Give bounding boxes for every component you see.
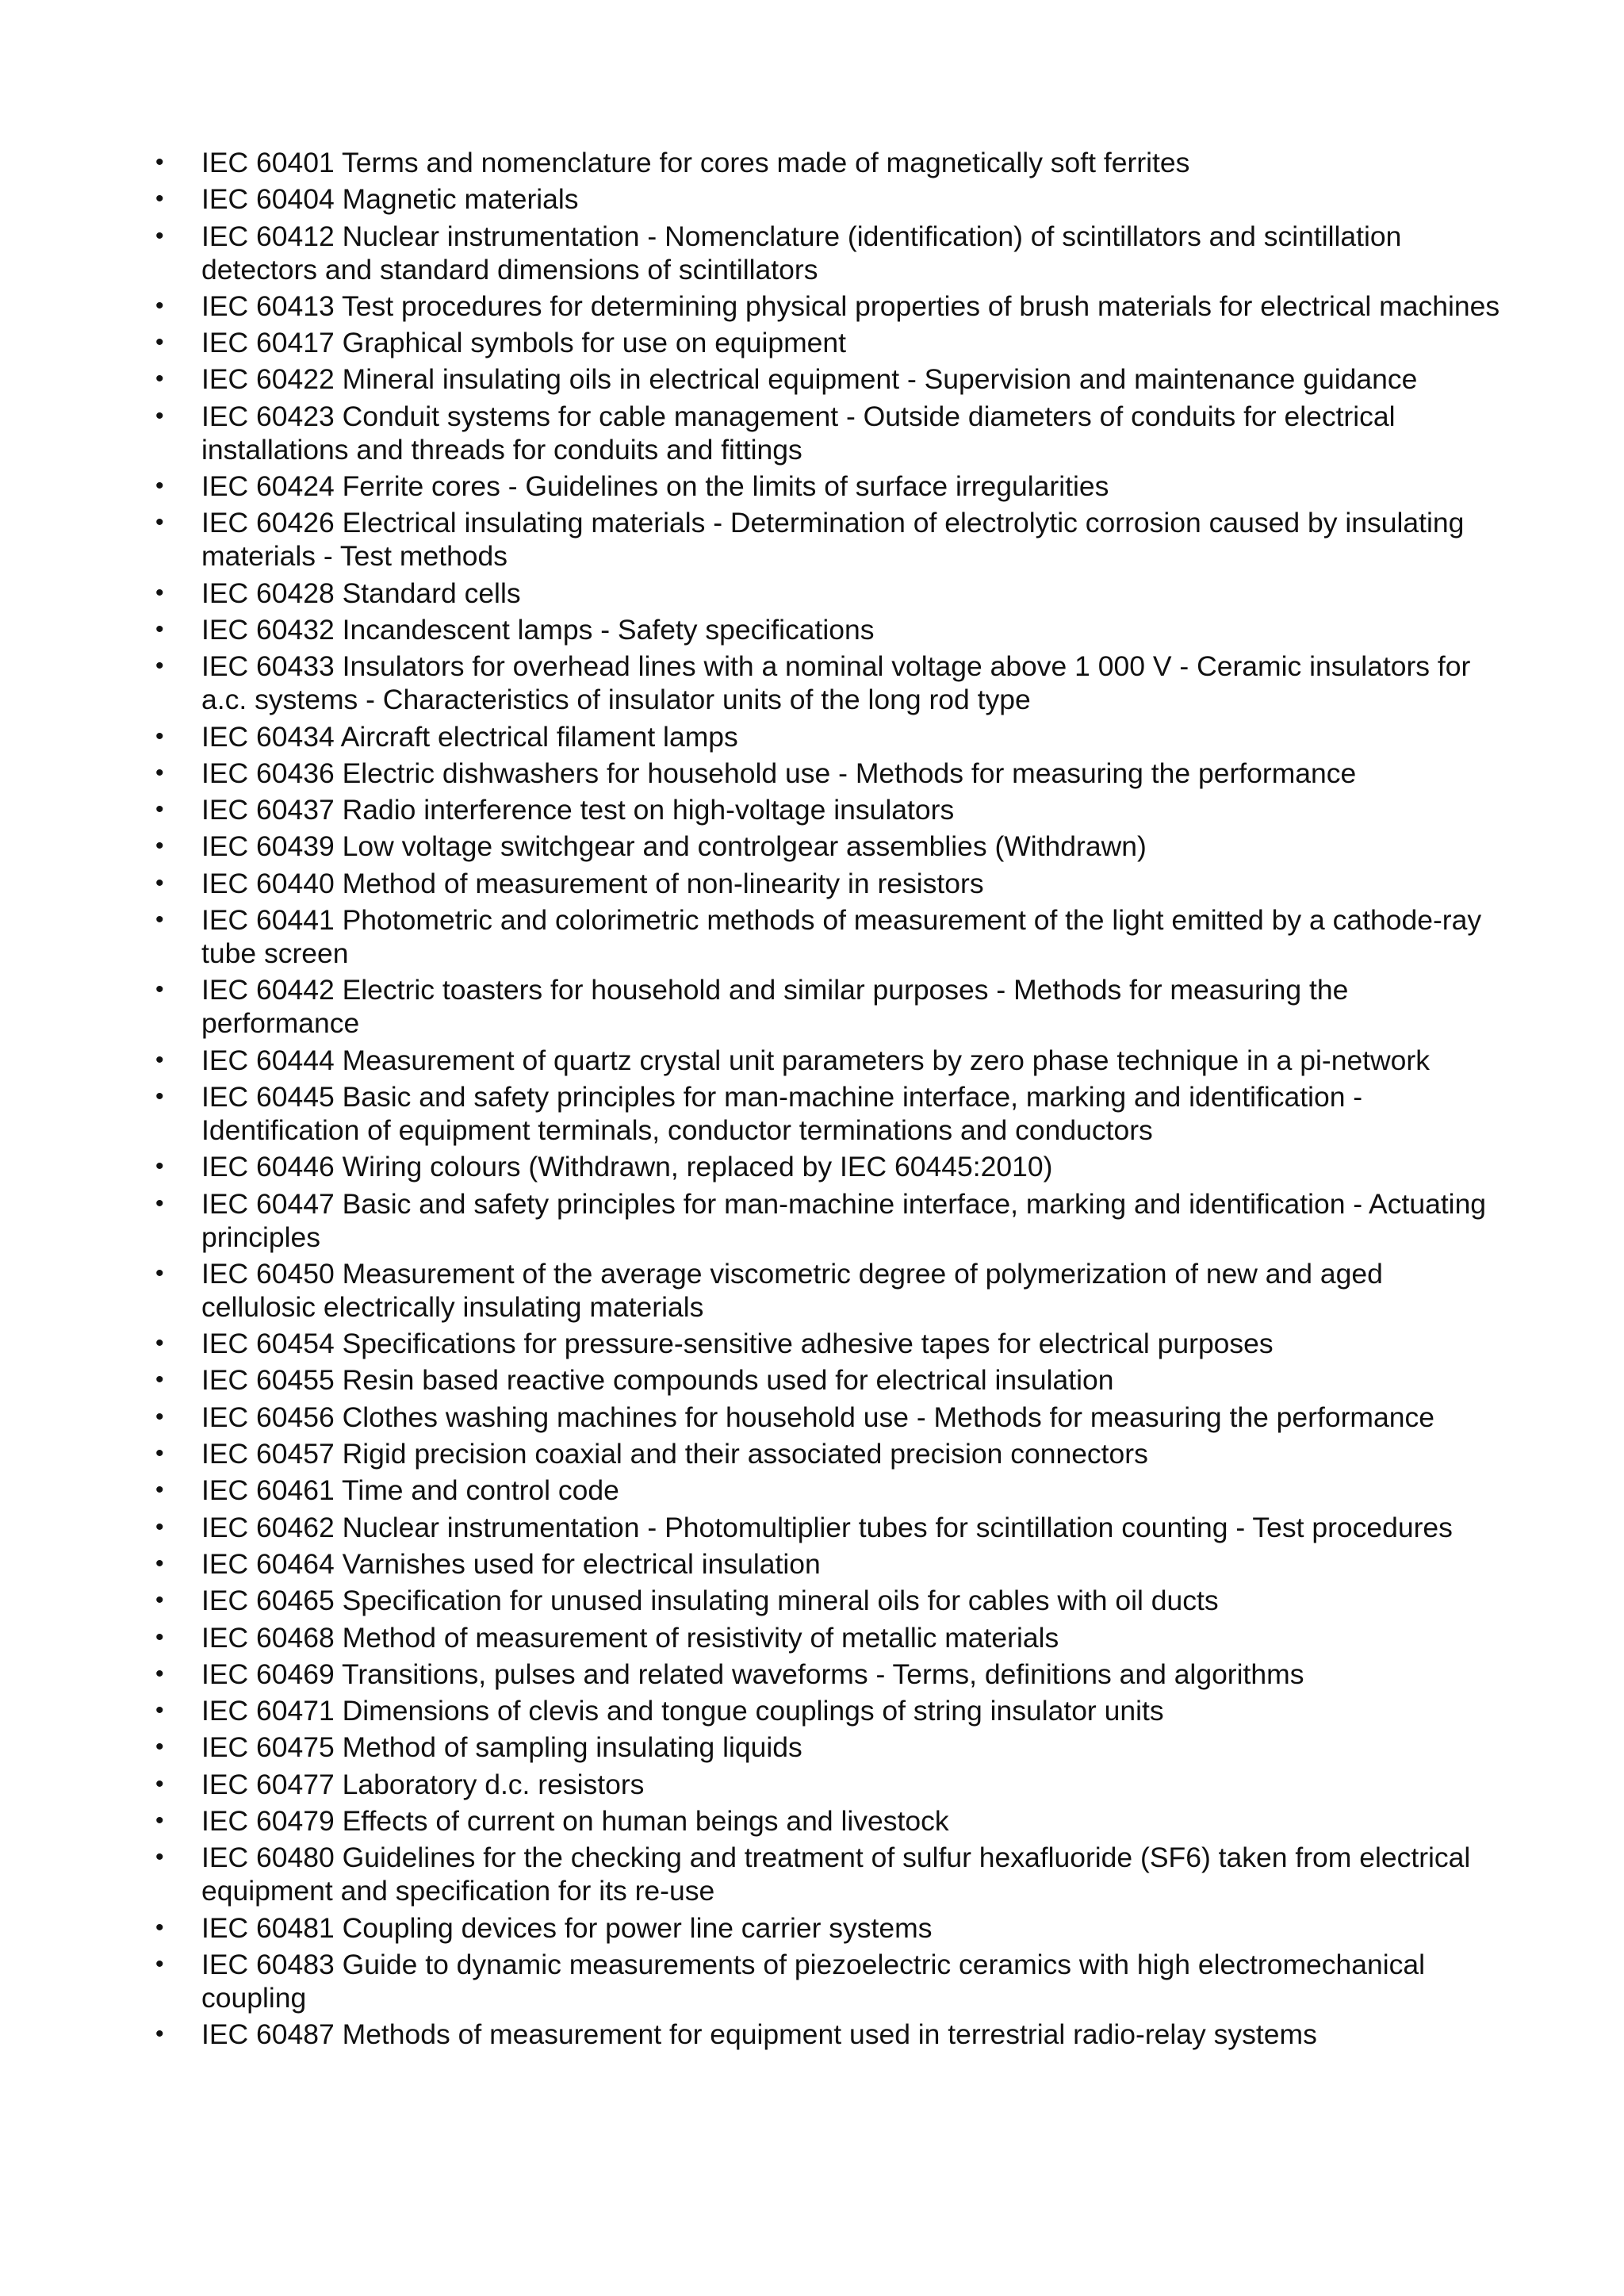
list-item: • IEC 60462 Nuclear instrumentation - Photomultiplier tubes for scintillation counting - Test procedures [155,1511,1503,1544]
list-item: • IEC 60433 Insulators for overhead lines with a nominal voltage above 1 000 V - Ceramic insulators for a.c. systems - Characteristics of insulator units of the long rod type [155,650,1503,716]
list-item: • IEC 60445 Basic and safety principles for man-machine interface, marking and identification - Identification of equipment terminals, conductor terminations and conductors [155,1080,1503,1147]
list-item: • IEC 60432 Incandescent lamps - Safety specifications [155,613,1503,646]
list-item: • IEC 60455 Resin based reactive compounds used for electrical insulation [155,1363,1503,1397]
list-item: • IEC 60479 Effects of current on human beings and livestock [155,1804,1503,1838]
list-item: • IEC 60404 Magnetic materials [155,182,1503,216]
list-item: • IEC 60428 Standard cells [155,577,1503,610]
list-item: • IEC 60468 Method of measurement of resistivity of metallic materials [155,1621,1503,1654]
list-item: • IEC 60457 Rigid precision coaxial and their associated precision connectors [155,1437,1503,1470]
list-item: • IEC 60434 Aircraft electrical filament lamps [155,720,1503,753]
list-item: • IEC 60481 Coupling devices for power line carrier systems [155,1911,1503,1945]
list-item: • IEC 60447 Basic and safety principles for man-machine interface, marking and identification - Actuating principles [155,1187,1503,1254]
list-item: • IEC 60487 Methods of measurement for equipment used in terrestrial radio-relay systems [155,2018,1503,2051]
list-item: • IEC 60413 Test procedures for determining physical properties of brush materials for electrical machines [155,289,1503,323]
list-item: • IEC 60441 Photometric and colorimetric methods of measurement of the light emitted by a cathode-ray tube screen [155,903,1503,970]
list-item: • IEC 60439 Low voltage switchgear and controlgear assemblies (Withdrawn) [155,830,1503,863]
list-item: • IEC 60465 Specification for unused insulating mineral oils for cables with oil ducts [155,1584,1503,1617]
list-item: • IEC 60464 Varnishes used for electrical insulation [155,1547,1503,1581]
list-item: • IEC 60471 Dimensions of clevis and tongue couplings of string insulator units [155,1694,1503,1727]
list-item: • IEC 60401 Terms and nomenclature for cores made of magnetically soft ferrites [155,146,1503,179]
list-item: • IEC 60424 Ferrite cores - Guidelines on the limits of surface irregularities [155,470,1503,503]
list-item: • IEC 60412 Nuclear instrumentation - Nomenclature (identification) of scintillators and scintillation detectors and standard dimensions of scintillators [155,220,1503,286]
list-item: • IEC 60461 Time and control code [155,1474,1503,1507]
list-item: • IEC 60483 Guide to dynamic measurements of piezoelectric ceramics with high electromechanical coupling [155,1948,1503,2014]
list-item: • IEC 60475 Method of sampling insulating liquids [155,1731,1503,1764]
list-item: • IEC 60446 Wiring colours (Withdrawn, replaced by IEC 60445:2010) [155,1150,1503,1183]
list-item: • IEC 60426 Electrical insulating materials - Determination of electrolytic corrosion caused by insulating materials - Test methods [155,506,1503,573]
list-item: • IEC 60423 Conduit systems for cable management - Outside diameters of conduits for electrical installations and threads for conduits and fittings [155,400,1503,466]
list-item: • IEC 60436 Electric dishwashers for household use - Methods for measuring the performance [155,757,1503,790]
list-item: • IEC 60477 Laboratory d.c. resistors [155,1768,1503,1801]
standards-list [155,146,1503,2054]
list-item: • IEC 60456 Clothes washing machines for household use - Methods for measuring the performance [155,1401,1503,1434]
list-item: • IEC 60450 Measurement of the average viscometric degree of polymerization of new and aged cellulosic electrically insulating materials [155,1257,1503,1324]
list-item: • IEC 60440 Method of measurement of non-linearity in resistors [155,867,1503,900]
list-item: • IEC 60417 Graphical symbols for use on equipment [155,326,1503,359]
list-item: • IEC 60444 Measurement of quartz crystal unit parameters by zero phase technique in a pi-network [155,1044,1503,1077]
list-item: • IEC 60480 Guidelines for the checking and treatment of sulfur hexafluoride (SF6) taken from electrical equipment and specification for its re-use [155,1841,1503,1907]
list-item: • IEC 60442 Electric toasters for household and similar purposes - Methods for measuring the performance [155,973,1503,1040]
list-item: • IEC 60422 Mineral insulating oils in electrical equipment - Supervision and maintenance guidance [155,362,1503,396]
list-item: • IEC 60437 Radio interference test on high-voltage insulators [155,793,1503,826]
list-item: • IEC 60454 Specifications for pressure-sensitive adhesive tapes for electrical purposes [155,1327,1503,1360]
list-item: • IEC 60469 Transitions, pulses and related waveforms - Terms, definitions and algorithms [155,1658,1503,1691]
